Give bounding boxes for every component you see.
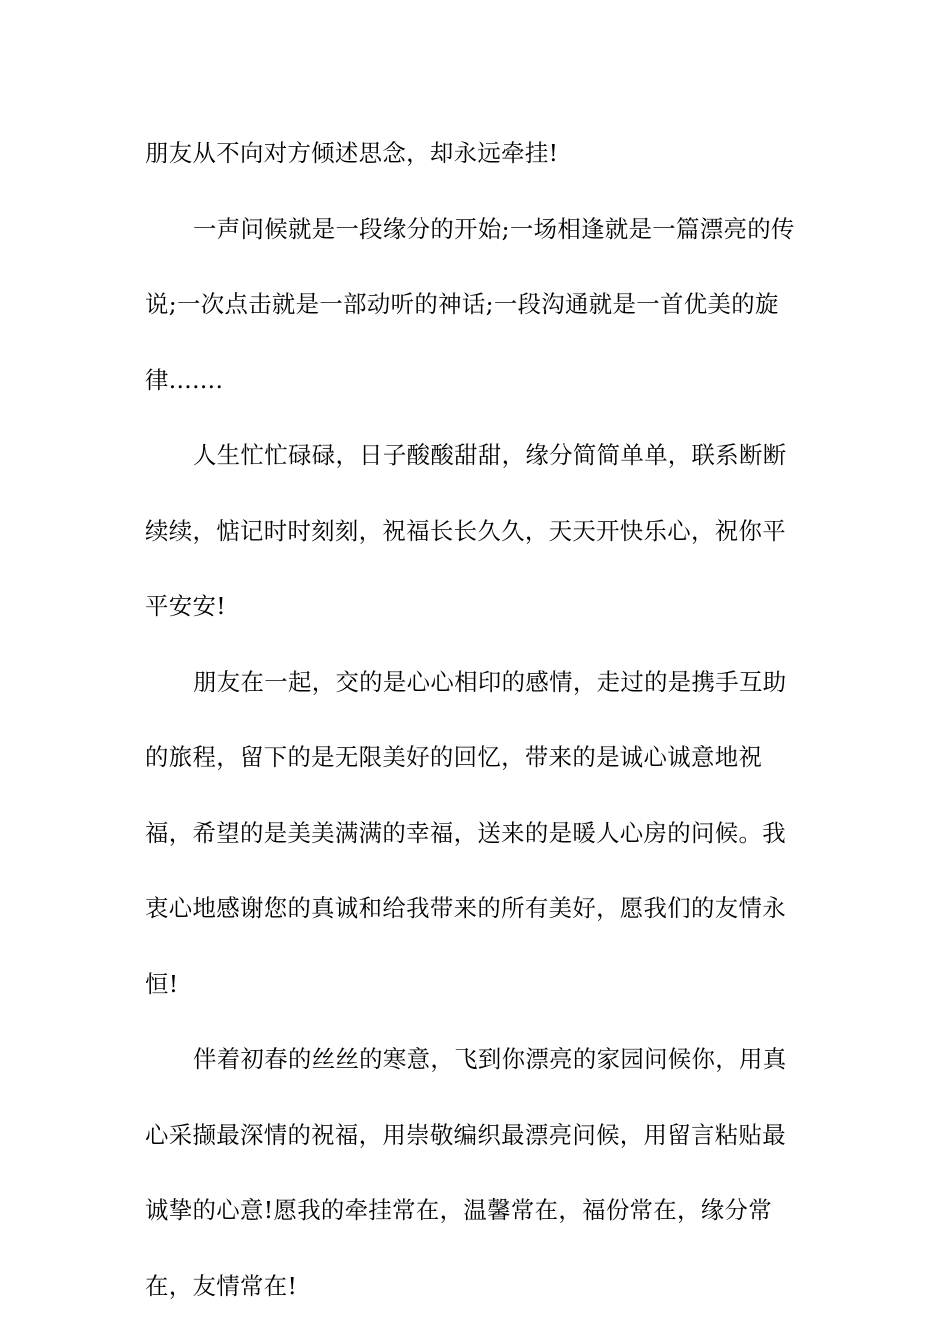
paragraph-3: 人生忙忙碌碌，日子酸酸甜甜，缘分简简单单，联系断断续续，惦记时时刻刻，祝福长长久久，天天开快乐心，祝你平平安安! [145,441,787,620]
paragraph-5: 伴着初春的丝丝的寒意，飞到你漂亮的家园问候你，用真心采撷最深情的祝福，用崇敬编织最漂亮问候，用留言粘贴最诚挚的心意!愿我的牵挂常在，温馨常在，福份常在，缘分常在，友情常在! [145,1045,787,1300]
document-page [145,116,807,1324]
paragraph-4: 朋友在一起，交的是心心相印的感情，走过的是携手互助的旅程，留下的是无限美好的回忆，带来的是诚心诚意地祝福，希望的是美美满满的幸福，送来的是暖人心房的问候。我衷心地感谢您的真诚和给我带来的所有美好，愿我们的友情永恒! [145,667,787,998]
paragraph-1: 朋友从不向对方倾述思念，却永远牵挂! [145,139,559,167]
paragraph-2: 一声问候就是一段缘分的开始;一场相逢就是一篇漂亮的传说;一次点击就是一部动听的神话;一段沟通就是一首优美的旋律....... [145,214,795,394]
